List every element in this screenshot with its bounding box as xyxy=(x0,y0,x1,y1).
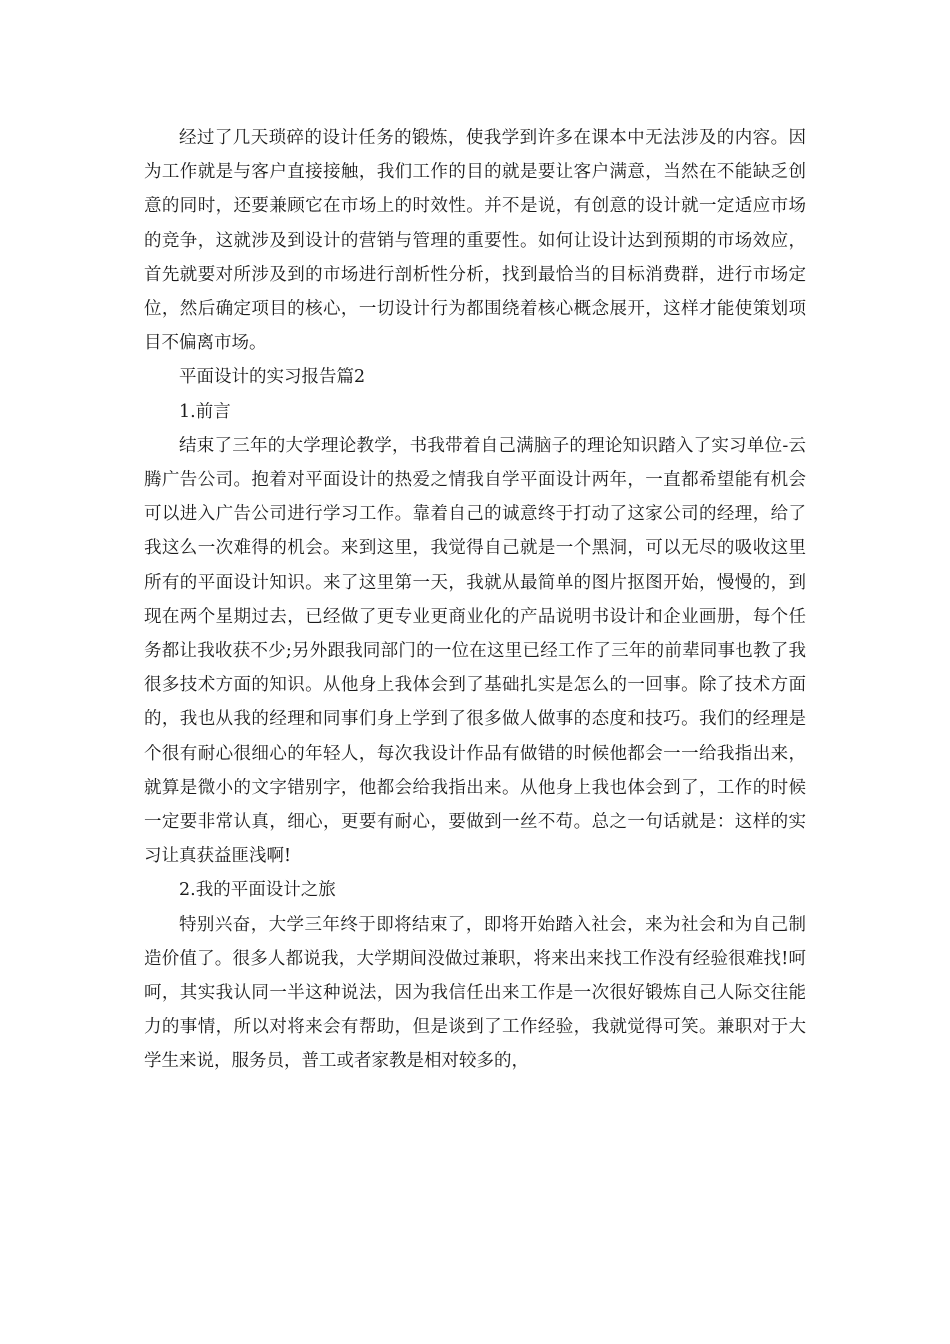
paragraph-design-experience: 经过了几天琐碎的设计任务的锻炼，使我学到许多在课本中无法涉及的内容。因为工作就是与客户直接接触，我们工作的目的就是要让客户满意，当然在不能缺乏创意的同时，还要兼顾它在市场上的时效性。并不是说，有创意的设计就一定适应市场的竞争，这就涉及到设计的营销与管理的重要性。如何让设计达到预期的市场效应，首先就要对所涉及到的市场进行剖析性分析，找到最恰当的目标消费群，进行市场定位，然后确定项目的核心，一切设计行为都围绕着核心概念展开，这样才能使策划项目不偏离市场。 xyxy=(144,128,806,354)
document-body xyxy=(144,121,806,1079)
paragraph-design-journey: 特别兴奋，大学三年终于即将结束了，即将开始踏入社会，来为社会和为自己制造价值了。很多人都说我，大学期间没做过兼职，将来出来找工作没有经验很难找!呵呵，其实我认同一半这种说法，因为我信任出来工作是一次很好锻炼自己人际交往能力的事情，所以对将来会有帮助，但是谈到了工作经验，我就觉得可笑。兼职对于大学生来说，服务员，普工或者家教是相对较多的， xyxy=(144,914,806,1072)
subheading-design-journey: 2.我的平面设计之旅 xyxy=(179,880,336,901)
paragraph-preface: 结束了三年的大学理论教学，书我带着自己满脑子的理论知识踏入了实习单位-云腾广告公司。抱着对平面设计的热爱之情我自学平面设计两年，一直都希望能有机会可以进入广告公司进行学习工作。靠着自己的诚意终于打动了这家公司的经理，给了我这么一次难得的机会。来到这里，我觉得自己就是一个黑洞，可以无尽的吸收这里所有的平面设计知识。来了这里第一天，我就从最简单的图片抠图开始，慢慢的，到现在两个星期过去，已经做了更专业更商业化的产品说明书设计和企业画册，每个任务都让我收获不少;另外跟我同部门的一位在这里已经工作了三年的前辈同事也教了我很多技术方面的知识。从他身上我体会到了基础扎实是怎么的一回事。除了技术方面的，我也从我的经理和同事们身上学到了很多做人做事的态度和技巧。我们的经理是个很有耐心很细心的年轻人，每次我设计作品有做错的时候他都会一一给我指出来，就算是微小的文字错别字，他都会给我指出来。从他身上我也体会到了，工作的时候一定要非常认真，细心，更要有耐心，要做到一丝不苟。总之一句话就是：这样的实习让真获益匪浅啊! xyxy=(144,435,806,867)
subheading-preface: 1.前言 xyxy=(179,401,231,422)
section-title-report-2: 平面设计的实习报告篇2 xyxy=(179,367,366,388)
